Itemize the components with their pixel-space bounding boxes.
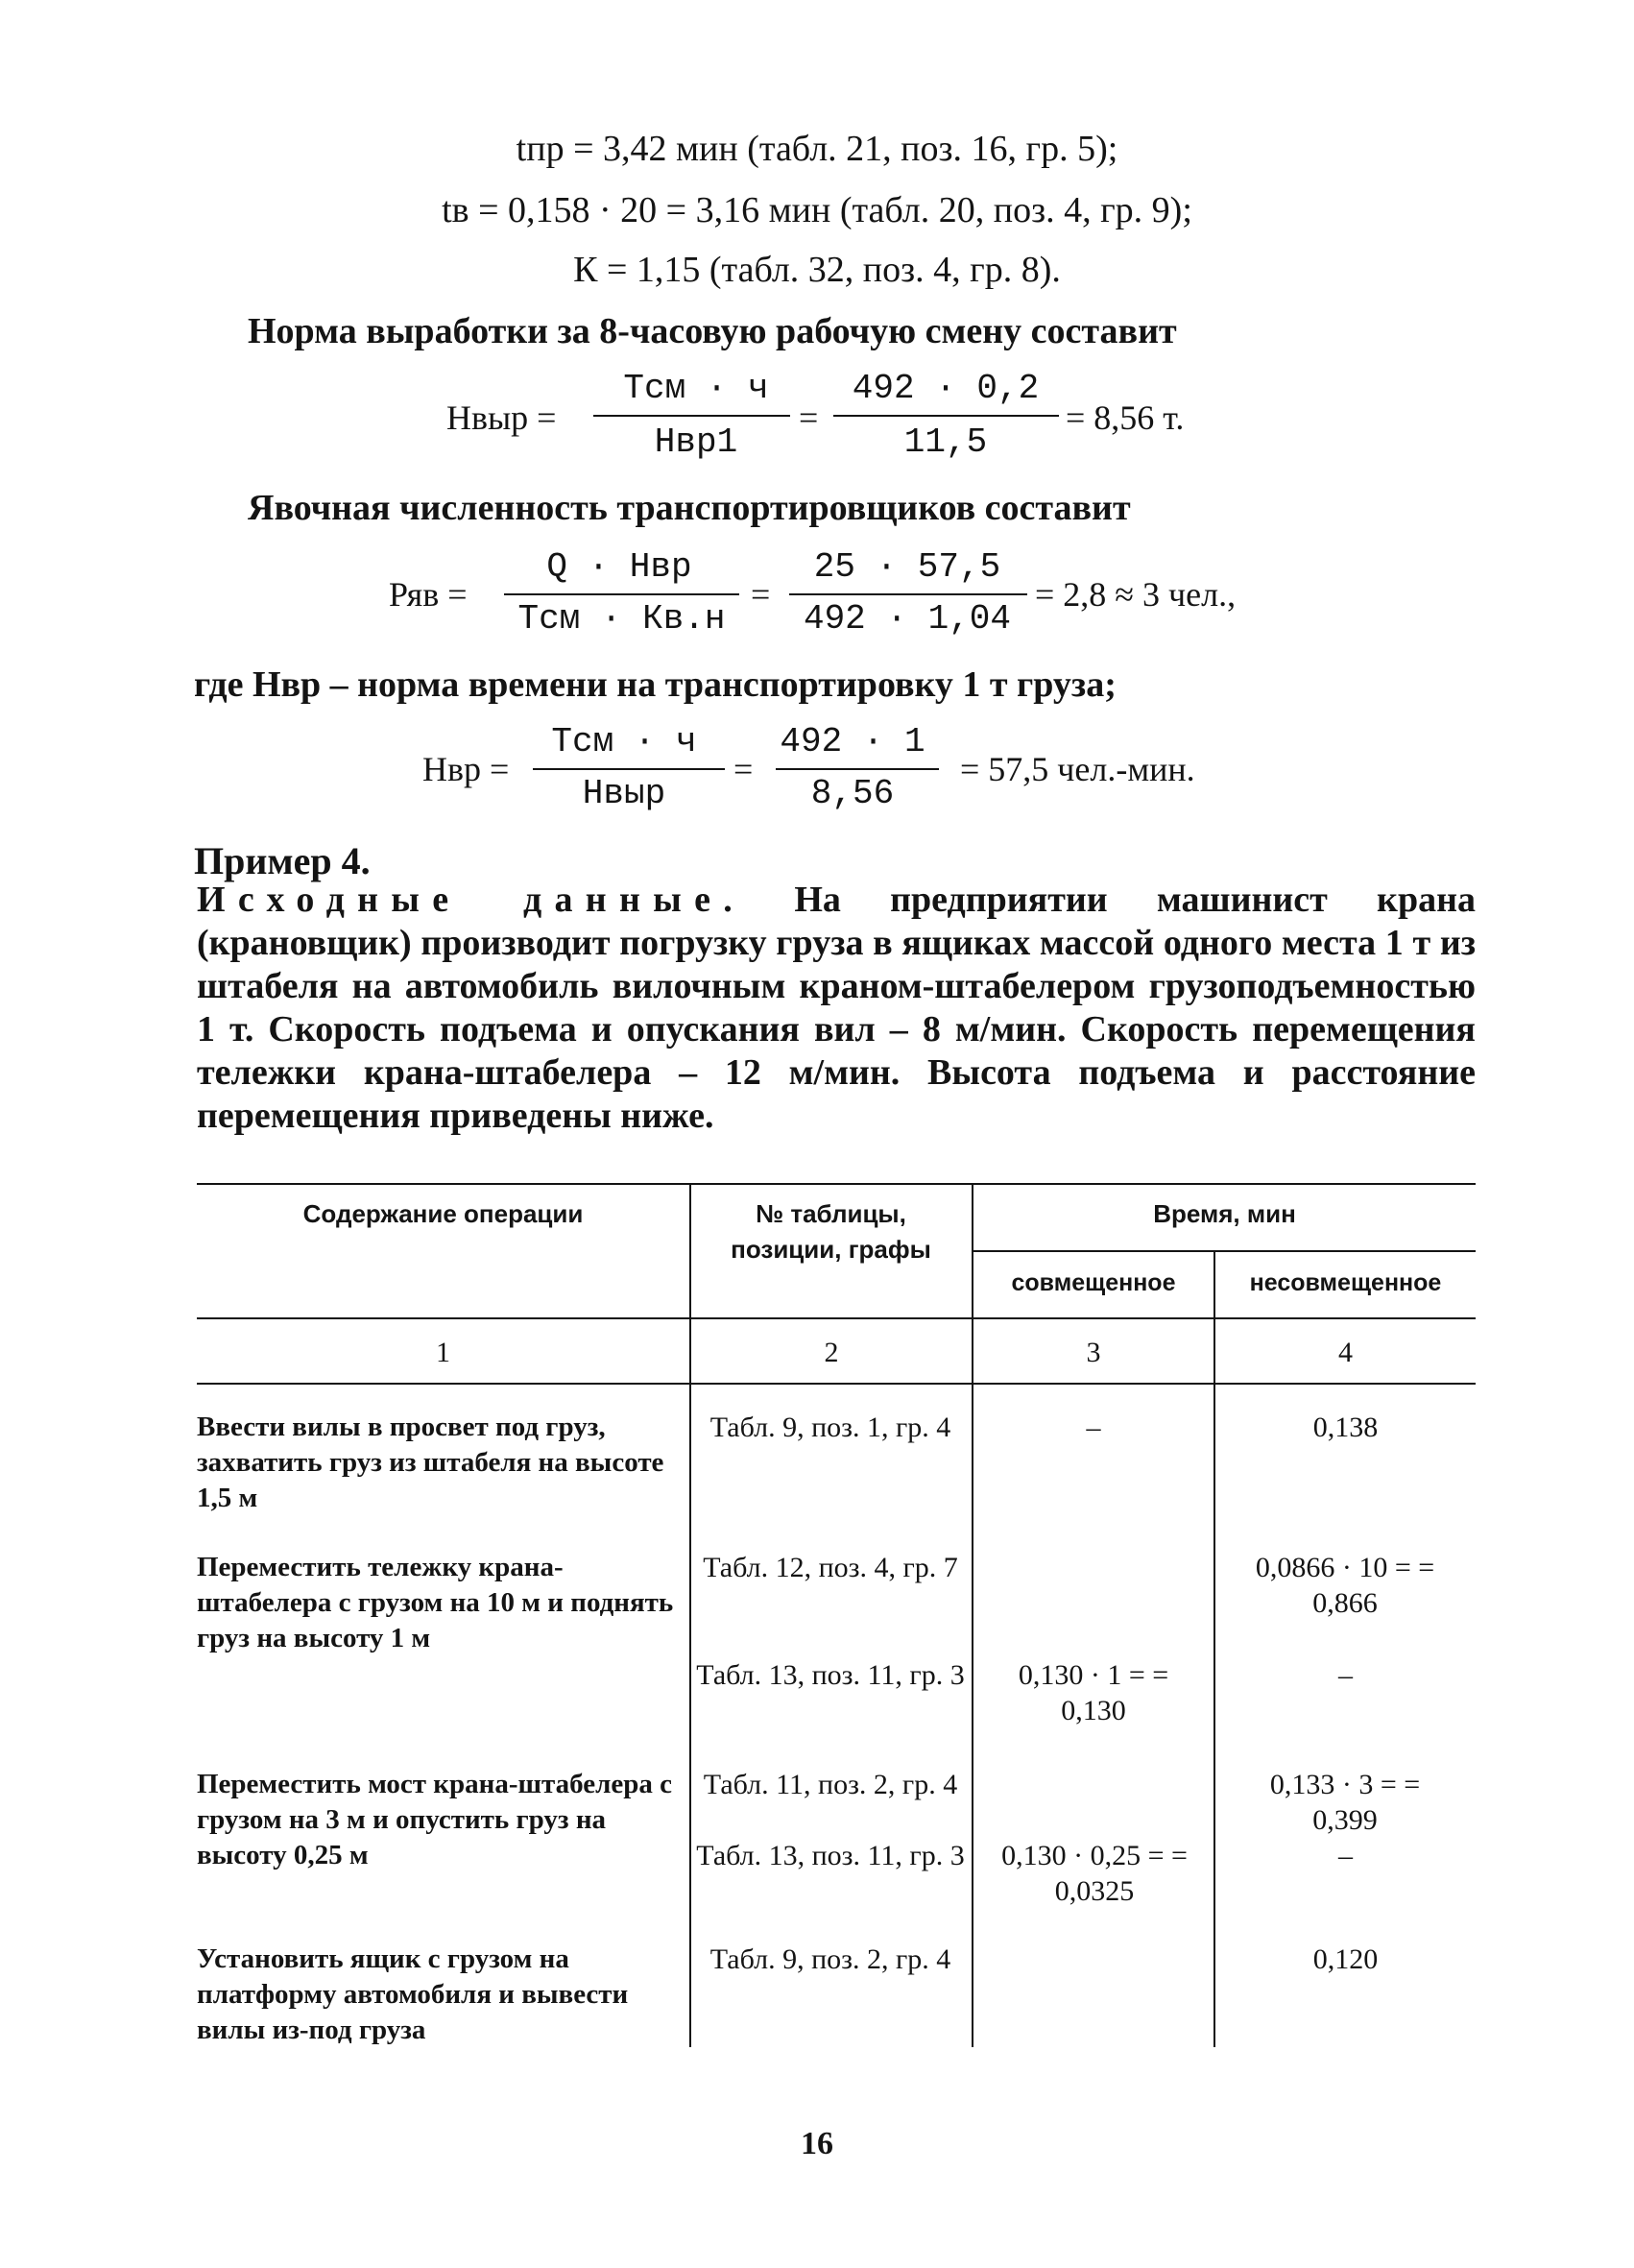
f3-result: = 57,5 чел.-мин. xyxy=(960,750,1195,788)
example-heading: Пример 4. xyxy=(194,839,371,882)
f1-den1: Нвр1 xyxy=(654,422,738,462)
f3-bar1 xyxy=(533,768,725,770)
f3-eq: = xyxy=(733,750,754,788)
f2-num2: 25 · 57,5 xyxy=(813,547,1001,587)
header-separate: несовмещенное xyxy=(1249,1269,1442,1296)
f2-num1: Q · Нвр xyxy=(546,547,692,587)
formula-k: К = 1,15 (табл. 32, поз. 4, гр. 8). xyxy=(573,250,1061,290)
row2-separate-b: – xyxy=(1338,1659,1353,1691)
f2-bar2 xyxy=(789,593,1027,595)
row4-reference: Табл. 9, поз. 2, гр. 4 xyxy=(709,1943,951,1975)
f3-num1: Тсм · ч xyxy=(551,722,697,761)
f2-result: = 2,8 ≈ 3 чел., xyxy=(1035,575,1237,614)
source-label: Исходные данные. xyxy=(197,880,746,920)
f1-den2: 11,5 xyxy=(903,422,988,462)
row3-reference-b: Табл. 13, поз. 11, гр. 3 xyxy=(696,1840,965,1871)
header-reference: № таблицы, позиции, графы xyxy=(731,1199,931,1264)
f1-bar2 xyxy=(833,415,1059,417)
row3-separate-a: 0,133 · 3 = = 0,399 xyxy=(1269,1769,1421,1836)
row2-reference-a: Табл. 12, поз. 4, гр. 7 xyxy=(703,1552,958,1583)
f1-bar1 xyxy=(593,415,790,417)
f2-den2: 492 · 1,04 xyxy=(803,599,1012,639)
header-operation: Содержание операции xyxy=(302,1199,584,1228)
f3-den2: 8,56 xyxy=(810,774,895,813)
f1-lhs: Нвыр = xyxy=(446,398,557,437)
table-time-subrule xyxy=(972,1250,1476,1252)
row2-combined-b: 0,130 · 1 = = 0,130 xyxy=(1018,1659,1169,1726)
col-number-4: 4 xyxy=(1338,1337,1353,1368)
formula-t-v: tв = 0,158 · 20 = 3,16 мин (табл. 20, поз. 4, гр. 9); xyxy=(442,190,1192,230)
f1-result: = 8,56 т. xyxy=(1066,398,1185,437)
source-paragraph xyxy=(197,879,1476,1138)
header-time: Время, мин xyxy=(1153,1199,1296,1228)
header-combined: совмещенное xyxy=(1011,1269,1176,1296)
f2-bar1 xyxy=(504,593,739,595)
row3-reference-a: Табл. 11, поз. 2, гр. 4 xyxy=(703,1769,958,1800)
col-number-1: 1 xyxy=(436,1337,450,1368)
table-top-rule xyxy=(197,1183,1476,1185)
f2-den1: Тсм · Кв.н xyxy=(517,599,726,639)
row4-operation: Установить ящик с грузом на платформу автомобиля и вывести вилы из-под груза xyxy=(197,1943,629,2045)
row4-separate: 0,120 xyxy=(1312,1943,1379,1975)
table-header-rule xyxy=(197,1317,1476,1319)
table-col-divider-2 xyxy=(972,1183,973,2047)
table-col-divider-1 xyxy=(689,1183,691,2047)
col-number-2: 2 xyxy=(824,1337,839,1368)
row3-separate-b: – xyxy=(1338,1840,1353,1871)
row1-separate: 0,138 xyxy=(1312,1411,1379,1443)
row1-combined: – xyxy=(1086,1411,1101,1443)
row2-operation: Переместить тележку крана-штабелера с грузом на 10 м и поднять груз на высоту 1 м xyxy=(197,1552,674,1653)
formula-t-pr: tпр = 3,42 мин (табл. 21, поз. 16, гр. 5); xyxy=(516,129,1118,169)
f1-num1: Тсм · ч xyxy=(623,369,769,408)
f3-bar2 xyxy=(776,768,939,770)
f3-lhs: Нвр = xyxy=(422,750,510,788)
f1-num2: 492 · 0,2 xyxy=(852,369,1040,408)
row1-operation: Ввести вилы в просвет под груз, захватить груз из штабеля на высоте 1,5 м xyxy=(197,1411,664,1513)
f1-eq: = xyxy=(799,398,819,437)
f3-den1: Нвыр xyxy=(582,774,666,813)
f2-eq: = xyxy=(751,575,771,614)
row3-operation: Переместить мост крана-штабелера с грузом на 3 м и опустить груз на высоту 0,25 м xyxy=(197,1769,672,1870)
source-text: На предприятии машинист крана (крановщик) производит погрузку груза в ящиках массой одного места 1 т из штабеля на автомобиль вилочным краном-штабелером грузоподъемностью 1 т. Скорость подъема и опускания вил – 8 м/мин. Скорость перемещения тележки крана-штабелера – 12 м/мин. Высота подъема и расстояние перемещения приведены ниже. xyxy=(197,880,1476,1136)
f3-num2: 492 · 1 xyxy=(780,722,925,761)
row2-separate-a: 0,0866 · 10 = = 0,866 xyxy=(1255,1552,1435,1619)
where-line: где Нвр – норма времени на транспортировку 1 т груза; xyxy=(194,664,1117,705)
table-numbers-rule xyxy=(197,1383,1476,1385)
headcount-intro: Явочная численность транспортировщиков составит xyxy=(248,488,1131,528)
col-number-3: 3 xyxy=(1086,1337,1101,1368)
page-number: 16 xyxy=(801,2126,833,2161)
f2-lhs: Ряв = xyxy=(389,575,468,614)
row2-reference-b: Табл. 13, поз. 11, гр. 3 xyxy=(696,1659,965,1691)
row3-combined-b: 0,130 · 0,25 = = 0,0325 xyxy=(1001,1840,1188,1907)
norm-intro: Норма выработки за 8-часовую рабочую смену составит xyxy=(248,311,1177,351)
row1-reference: Табл. 9, поз. 1, гр. 4 xyxy=(709,1411,951,1443)
